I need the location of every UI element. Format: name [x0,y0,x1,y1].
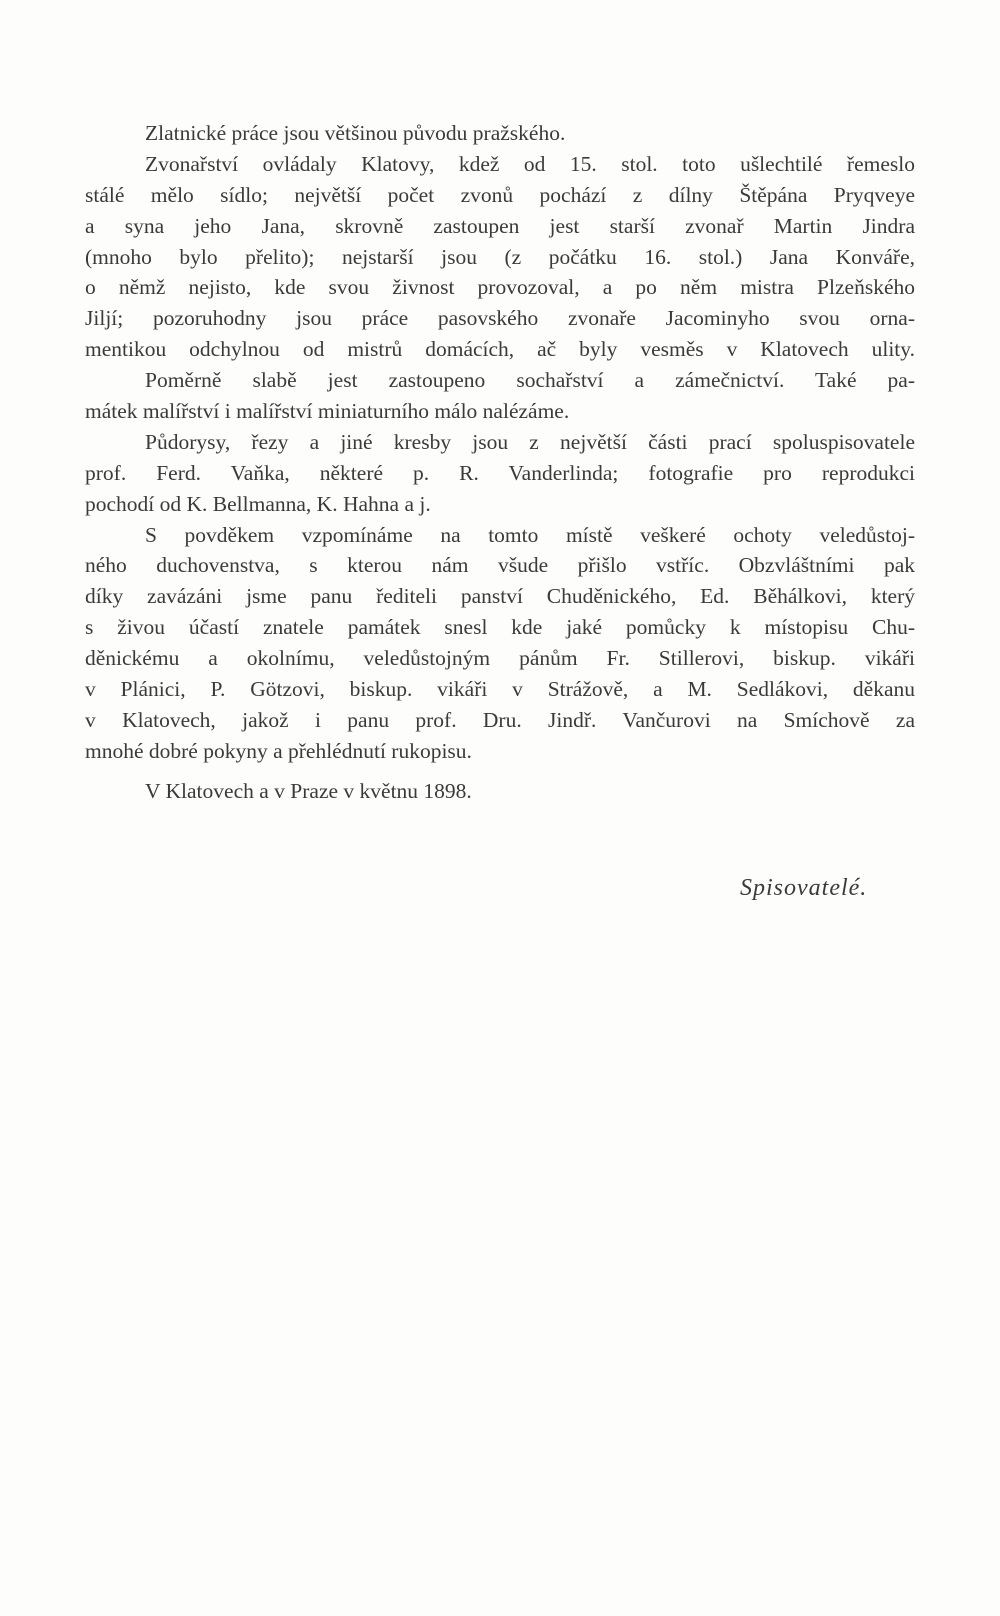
text-line: v Klatovech, jakož i panu prof. Dru. Jindř. Vančurovi na Smíchově za [85,707,915,732]
text-line: (mnoho bylo přelito); nejstarší jsou (z počátku 16. stol.) Jana Konváře, [85,244,915,269]
text-line: děnickému a okolnímu, veledůstojným pánům Fr. Stillerovi, biskup. vikáři [85,646,915,671]
text-line: mentikou odchylnou od mistrů domácích, ač byly vesměs v Klatovech ulity. [85,337,915,362]
text-line: v Plánici, P. Götzovi, biskup. vikáři v Strážově, a M. Sedlákovi, děkanu [85,677,915,702]
text-line: mnohé dobré pokyny a přehlédnutí rukopisu. [85,738,472,763]
text-line: pochodí od K. Bellmanna, K. Hahna a j. [85,491,431,516]
text-line: Zvonařství ovládaly Klatovy, kdež od 15. stol. toto ušlechtilé řemeslo [145,151,915,176]
text-line: Jiljí; pozoruhodny jsou práce pasovského zvonaře Jacominyho svou orna- [85,306,915,331]
text-line: a syna jeho Jana, skrovně zastoupen jest starší zvonař Martin Jindra [85,213,915,238]
text-line: Půdorysy, řezy a jiné kresby jsou z největší části prací spoluspisovatele [145,429,915,454]
text-line: S povděkem vzpomínáme na tomto místě veškeré ochoty veledůstoj- [145,522,915,547]
text-line: díky zavázáni jsme panu řediteli panství Chuděnického, Ed. Běhálkovi, který [85,584,915,609]
closing-line: V Klatovech a v Praze v květnu 1898. [145,778,472,803]
text-line: prof. Ferd. Vaňka, některé p. R. Vanderlinda; fotografie pro reprodukci [85,460,915,485]
text-line: Poměrně slabě jest zastoupeno sochařství a zámečnictví. Také pa- [145,368,915,393]
body-text [85,118,915,807]
text-line: o němž nejisto, kde svou živnost provozoval, a po něm mistra Plzeňského [85,275,915,300]
text-line: mátek malířství i malířství miniaturního málo nalézáme. [85,399,570,424]
text-line: stálé mělo sídlo; největší počet zvonů pochází z dílny Štěpána Pryqveye [85,182,915,207]
signature: Spisovatelé. [740,875,868,901]
text-line: Zlatnické práce jsou většinou původu pražského. [145,121,566,145]
text-line: s živou účastí znatele památek snesl kde jaké pomůcky k místopisu Chu- [85,615,915,640]
text-line: ného duchovenstva, s kterou nám všude přišlo vstříc. Obzvláštními pak [85,553,915,578]
paragraph-gap [85,767,915,776]
